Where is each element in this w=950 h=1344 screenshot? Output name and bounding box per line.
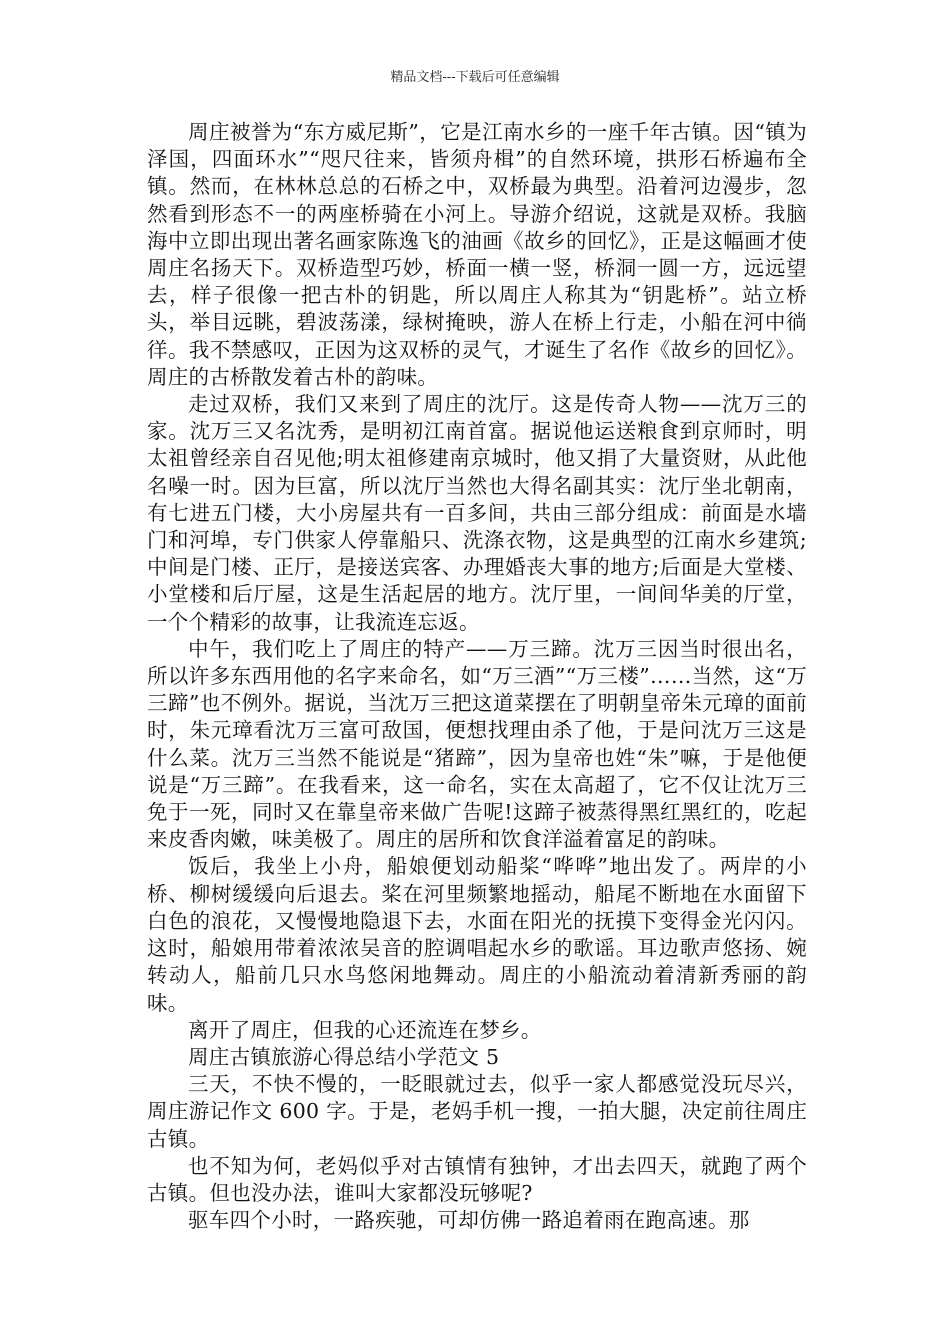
paragraph-twin-bridges: 周庄被誉为“东方威尼斯”，它是江南水乡的一座千年古镇。因“镇为泽国，四面环水”“咫尺往来，皆须舟楫”的自然环境，拱形石桥遍布全镇。然而，在林林总总的石桥之中，双桥最为典型。沿着河边漫步，忽然看到形态不一的两座桥骑在小河上。导游介绍说，这就是双桥。我脑海中立即出现出著名画家陈逸飞的油画《故乡的回忆》，正是这幅画才使周庄名扬天下。双桥造型巧妙，桥面一横一竖，桥洞一圆一方，远远望去，样子很像一把古朴的钥匙，所以周庄人称其为“钥匙桥”。站立桥头，举目远眺，碧波荡漾，绿树掩映，游人在桥上行走，小船在河中徜徉。我不禁感叹，正因为这双桥的灵气，才诞生了名作《故乡的回忆》。周庄的古桥散发着古朴的韵味。	[147, 120, 807, 389]
paragraph-drive: 驱车四个小时，一路疾驰，可却仿佛一路追着雨在跑高速。那	[188, 1208, 750, 1233]
paragraph-shen-hall: 走过双桥，我们又来到了周庄的沈厅。这是传奇人物——沈万三的家。沈万三又名沈秀，是明初江南首富。据说他运送粮食到京师时，明太祖曾经亲自召见他;明太祖修建南京城时，他又捐了大量资财，从此他名噪一时。因为巨富，所以沈厅当然也大得名副其实：沈厅坐北朝南，有七进五门楼，大小房屋共有一百多间，共由三部分组成：前面是水墙门和河埠，专门供家人停靠船只、洗涤衣物，这是典型的江南水乡建筑;中间是门楼、正厅，是接送宾客、办理婚丧大事的地方;后面是大堂楼、小堂楼和后厅屋，这是生活起居的地方。沈厅里，一间间华美的厅堂，一个个精彩的故事，让我流连忘返。	[147, 392, 807, 634]
paragraph-wansan-trotter: 中午，我们吃上了周庄的特产——万三蹄。沈万三因当时很出名，所以许多东西用他的名字来命名，如“万三酒”“万三楼”……当然，这“万三蹄”也不例外。据说，当沈万三把这道菜摆在了明朝皇帝朱元璋的面前时，朱元璋看沈万三富可敌国，便想找理由杀了他，于是问沈万三这是什么菜。沈万三当然不能说是“猪蹄”，因为皇帝也姓“朱”嘛，于是他便说是“万三蹄”。在我看来，这一命名，实在太高超了，它不仅让沈万三免于一死，同时又在靠皇帝来做广告呢!这蹄子被蒸得黑红黑红的，吃起来皮香肉嫩，味美极了。周庄的居所和饮食洋溢着富足的韵味。	[147, 636, 807, 852]
paragraph-old-towns: 也不知为何，老妈似乎对古镇情有独钟，才出去四天，就跑了两个古镇。但也没办法，谁叫大家都没玩够呢?	[147, 1153, 807, 1205]
document-body	[147, 119, 807, 1234]
page-header: 精品文档---下载后可任意编辑	[390, 70, 560, 85]
paragraph-boat-ride: 饭后，我坐上小舟，船娘便划动船桨“哗哗”地出发了。两岸的小桥、柳树缓缓向后退去。桨在河里频繁地摇动，船尾不断地在水面留下白色的浪花，又慢慢地隐退下去，水面在阳光的抚摸下变得金光闪闪。这时，船娘用带着浓浓吴音的腔调唱起水乡的歌谣。耳边歌声悠扬、婉转动人，船前几只水鸟悠闲地舞动。周庄的小船流动着清新秀丽的韵味。	[147, 854, 807, 1015]
paragraph-leaving: 离开了周庄，但我的心还流连在梦乡。	[188, 1017, 542, 1042]
section-title: 周庄古镇旅游心得总结小学范文 5	[188, 1044, 500, 1069]
paragraph-three-days: 三天，不快不慢的，一眨眼就过去，似乎一家人都感觉没玩尽兴，周庄游记作文 600 字。于是，老妈手机一搜，一拍大腿，决定前往周庄古镇。	[147, 1072, 807, 1151]
